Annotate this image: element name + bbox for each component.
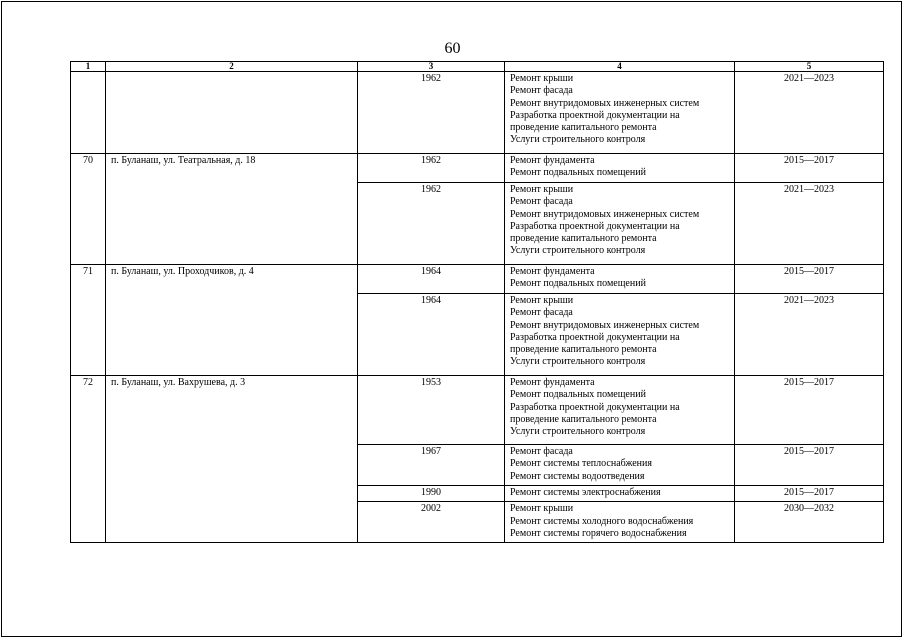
table-row xyxy=(71,154,884,183)
work-item: Услуги строительного контроля xyxy=(510,134,646,146)
header-row xyxy=(71,62,884,72)
work-item: Ремонт системы холодного водоснабжения xyxy=(510,515,694,527)
work-item: Ремонт фасада xyxy=(510,85,573,97)
year-cell: 1962 xyxy=(358,154,505,183)
work-item: Ремонт системы теплоснабжения xyxy=(510,458,652,470)
page-number: 60 xyxy=(444,40,461,57)
works-cell xyxy=(505,445,735,486)
year-cell: 1964 xyxy=(358,294,505,376)
year-cell: 1990 xyxy=(358,486,505,502)
year-cell: 1964 xyxy=(358,265,505,294)
work-item: Ремонт фундамента xyxy=(510,266,595,277)
repair-schedule-table xyxy=(70,61,884,543)
period-cell: 2021—2023 xyxy=(735,294,884,376)
work-item: проведение капитального ремонта xyxy=(510,413,657,425)
period-cell: 2015—2017 xyxy=(735,445,884,486)
works-cell xyxy=(505,502,735,543)
period-cell: 2015—2017 xyxy=(735,486,884,502)
work-item: Ремонт внутридомовых инженерных систем xyxy=(510,319,700,331)
work-item: Ремонт внутридомовых инженерных систем xyxy=(510,208,700,220)
work-item: Разработка проектной документации на xyxy=(510,331,680,343)
works-cell xyxy=(505,265,735,294)
year-cell: 1962 xyxy=(358,183,505,265)
year-cell: 1953 xyxy=(358,376,505,445)
work-item: Ремонт системы горячего водоснабжения xyxy=(510,527,687,539)
work-item: Ремонт крыши xyxy=(510,73,574,84)
col-header-4: 4 xyxy=(505,62,735,72)
work-item: Ремонт системы электроснабжения xyxy=(510,487,661,498)
address-cell: п. Буланаш, ул. Вахрушева, д. 3 xyxy=(106,376,358,543)
row-number: 72 xyxy=(71,376,106,543)
work-item: Ремонт крыши xyxy=(510,184,574,195)
period-cell: 2021—2023 xyxy=(735,72,884,154)
col-header-3: 3 xyxy=(358,62,505,72)
col-header-2: 2 xyxy=(106,62,358,72)
address-cell xyxy=(106,72,358,154)
work-item: Ремонт фасада xyxy=(510,446,573,457)
work-item: Ремонт фасада xyxy=(510,307,573,319)
work-item: Ремонт фундамента xyxy=(510,377,595,388)
work-item: Ремонт крыши xyxy=(510,503,574,515)
work-item: проведение капитального ремонта xyxy=(510,233,657,245)
work-item: Разработка проектной документации на xyxy=(510,401,680,413)
work-item: Ремонт подвальных помещений xyxy=(510,278,646,290)
work-item: Ремонт системы водоотведения xyxy=(510,470,645,482)
work-item: Ремонт подвальных помещений xyxy=(510,167,646,179)
address-cell: п. Буланаш, ул. Театральная, д. 18 xyxy=(106,154,358,265)
work-item: Услуги строительного контроля xyxy=(510,356,646,368)
period-cell: 2015—2017 xyxy=(735,154,884,183)
table-row xyxy=(71,265,884,294)
row-number: 70 xyxy=(71,154,106,265)
row-number: 71 xyxy=(71,265,106,376)
work-item: Разработка проектной документации на xyxy=(510,220,680,232)
year-cell: 2002 xyxy=(358,502,505,543)
work-item: Ремонт фасада xyxy=(510,196,573,208)
row-number xyxy=(71,72,106,154)
works-cell xyxy=(505,183,735,265)
works-cell xyxy=(505,154,735,183)
work-item: проведение капитального ремонта xyxy=(510,122,657,134)
period-cell: 2030—2032 xyxy=(735,502,884,543)
work-item: Ремонт подвальных помещений xyxy=(510,389,646,401)
period-cell: 2021—2023 xyxy=(735,183,884,265)
works-cell xyxy=(505,376,735,445)
work-item: Ремонт фундамента xyxy=(510,155,595,166)
works-cell xyxy=(505,486,735,502)
work-item: Ремонт внутридомовых инженерных систем xyxy=(510,97,700,109)
address-cell: п. Буланаш, ул. Проходчиков, д. 4 xyxy=(106,265,358,376)
work-item: Услуги строительного контроля xyxy=(510,426,646,438)
table-row xyxy=(71,376,884,445)
col-header-5: 5 xyxy=(735,62,884,72)
table-row xyxy=(71,72,884,154)
year-cell: 1962 xyxy=(358,72,505,154)
works-cell xyxy=(505,294,735,376)
period-cell: 2015—2017 xyxy=(735,265,884,294)
work-item: проведение капитального ремонта xyxy=(510,344,657,356)
col-header-1: 1 xyxy=(71,62,106,72)
year-cell: 1967 xyxy=(358,445,505,486)
period-cell: 2015—2017 xyxy=(735,376,884,445)
works-cell xyxy=(505,72,735,154)
work-item: Ремонт крыши xyxy=(510,295,574,306)
work-item: Разработка проектной документации на xyxy=(510,109,680,121)
work-item: Услуги строительного контроля xyxy=(510,245,646,257)
